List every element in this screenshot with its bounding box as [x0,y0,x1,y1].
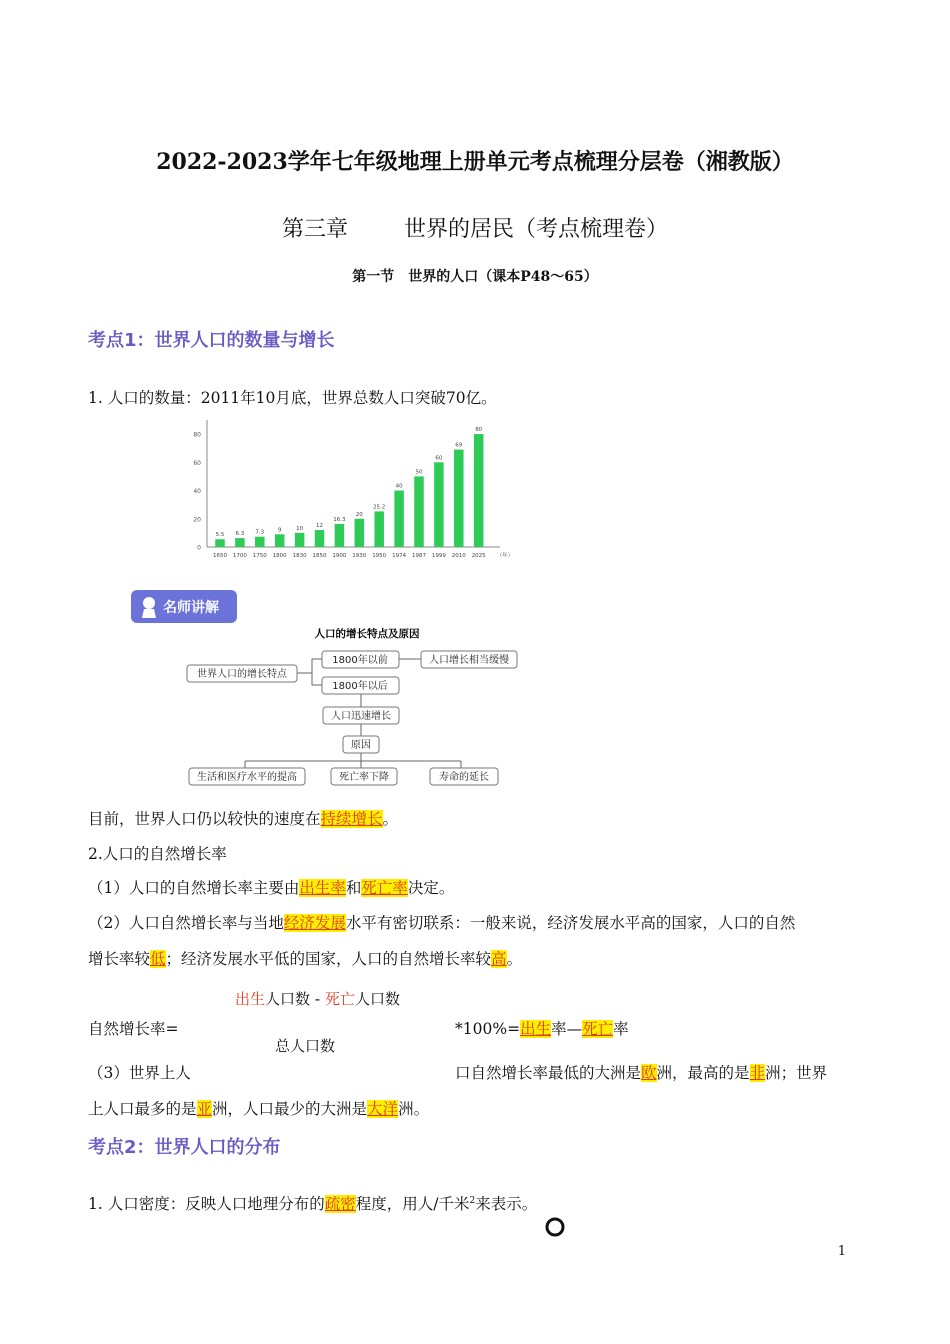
kp2-heading: 考点2：世界人口的分布 [88,1137,281,1158]
data-label: 7.3 [255,529,265,536]
y-tick-label: 20 [193,516,201,524]
answer-highlight: 低 [150,950,166,968]
text: 。 [382,810,399,828]
bar [414,476,424,547]
text: ；经济发展水平低的国家，人口的自然增长率较 [165,950,492,968]
answer-highlight: 死亡 [582,1020,614,1038]
text: 洲；世界 [765,1064,828,1082]
x-tick-label: 1650 [213,553,227,559]
y-tick-label: 60 [193,459,201,467]
x-tick-label: 2010 [451,553,466,559]
bar [374,511,384,547]
data-label: 9 [277,527,282,534]
text: 程度，用人/千米 [355,1195,470,1213]
text: *100%= [455,1020,521,1038]
label-before-1800: 1800年以前 [332,655,388,666]
x-tick-label: 1850 [312,553,327,559]
label-living: 生活和医疗水平的提高 [197,772,297,783]
x-tick-label: 1930 [352,553,367,559]
label-death: 死亡率下降 [339,772,389,783]
para-s3-right [455,1061,827,1083]
text: 口自然增长率最低的大洲是 [455,1064,642,1082]
x-unit-label: （年） [496,553,514,559]
data-label: 60 [435,455,443,462]
population-chart [190,418,520,566]
text: 人口数 - [265,990,325,1008]
text: 洲。 [398,1100,430,1118]
formula-denominator: 总人口数 [275,1037,336,1055]
kp1-heading: 考点1：世界人口的数量与增长 [88,330,335,351]
x-tick-label: 1700 [232,553,247,559]
y-tick-label: 0 [197,544,201,552]
formula-rhs [455,1017,629,1039]
x-tick-label: 2025 [471,553,486,559]
text: 。 [506,950,523,968]
text: 死亡 [324,990,355,1008]
para-current [88,807,398,829]
bar [215,539,225,547]
data-label: 50 [415,469,423,476]
text: 洲，人口最少的大洲是 [212,1100,368,1118]
text: （1）人口的自然增长率主要由 [88,879,300,897]
answer-highlight: 大洋 [367,1100,399,1118]
y-tick-label: 40 [193,488,201,496]
chapter-name: 世界的居民（考点梳理卷） [404,217,669,242]
data-label: 6.3 [235,531,245,538]
bar [315,530,325,547]
formula-lhs: 自然增长率= [88,1020,179,1038]
x-tick-label: 1987 [412,553,426,559]
answer-highlight: 经济发展 [283,914,346,932]
x-tick-label: 1974 [392,553,407,559]
x-tick-label: 1800 [272,553,287,559]
text: 率— [551,1020,583,1038]
text: 上人口最多的是 [88,1100,197,1118]
chapter-label: 第三章 [281,217,348,242]
bar [474,434,484,547]
bar [434,462,444,547]
answer-highlight: 亚 [196,1100,213,1118]
answer-highlight: 欧 [641,1064,657,1082]
text: 和 [345,879,362,897]
data-label: 5.5 [215,532,225,539]
answer-highlight: 持续增长 [320,810,383,828]
text: 洲，最高的是 [656,1064,750,1082]
y-tick-label: 80 [193,431,201,439]
badge-label: 名师讲解 [163,600,219,616]
text: 水平有密切联系：一般来说，经济发展水平高的国家，人口的自然 [345,914,796,932]
text: 增长率较 [88,950,151,968]
data-label: 16.3 [333,516,346,523]
para-s2-line1 [88,911,795,933]
answer-highlight: 非 [749,1064,766,1082]
bar [394,491,404,547]
teacher-badge [131,590,237,623]
growth-diagram [185,625,525,787]
bar [235,538,245,547]
answer-highlight: 出生 [520,1020,552,1038]
item2-heading: 2.人口的自然增长率 [88,845,227,863]
x-tick-label: 1999 [431,553,446,559]
data-label: 12 [316,523,323,530]
answer-highlight: 疏密 [324,1195,356,1213]
text: （2）人口自然增长率与当地 [88,914,284,932]
bar [275,534,285,547]
label-rapid: 人口迅速增长 [331,711,391,722]
text: 率 [613,1020,629,1038]
para-s2-line2 [88,947,522,969]
label-after-1800: 1800年以后 [332,681,388,692]
text: 来表示。 [475,1195,538,1213]
kp1-item1: 1. 人口的数量：2011年10月底，世界总数人口突破70亿。 [88,389,497,407]
x-tick-label: 1950 [372,553,387,559]
answer-highlight: 出生率 [299,879,346,897]
x-tick-label: 1830 [292,553,307,559]
text: 决定。 [407,879,455,897]
person-icon [139,595,159,619]
superscript: 2 [469,1195,476,1206]
bar [454,450,464,547]
bar [355,519,365,547]
data-label: 40 [395,483,403,490]
chapter-title [0,212,950,243]
label-features: 世界人口的增长特点 [197,669,287,680]
data-label: 25.2 [373,504,386,511]
answer-highlight: 高 [491,950,507,968]
bar [255,537,264,547]
section-title: 第一节 世界的人口（课本P48～65） [352,269,598,285]
data-label: 69 [455,442,463,449]
data-label: 10 [296,525,304,532]
label-slow: 人口增长相当缓慢 [429,655,509,666]
text: 出生 [235,990,266,1008]
text: 人口数 [354,990,400,1008]
text: 目前，世界人口仍以较快的速度在 [88,810,321,828]
formula-numerator [235,988,400,1009]
text: 1. 人口密度：反映人口地理分布的 [88,1195,325,1213]
para-s1 [88,876,454,898]
data-label: 20 [355,511,363,518]
circle-mark-icon [544,1216,566,1238]
bar [295,533,305,547]
x-tick-label: 1750 [252,553,267,559]
x-tick-label: 1900 [332,553,347,559]
para-s3-left: （3）世界上人 [88,1064,191,1082]
bar [335,524,345,547]
page-title: 2022-2023学年七年级地理上册单元考点梳理分层卷（湘教版） [156,149,794,175]
kp2-item1 [88,1192,537,1214]
answer-highlight: 死亡率 [361,879,408,897]
label-life: 寿命的延长 [439,772,489,783]
para-s3-line2 [88,1097,429,1119]
data-label: 80 [475,427,483,434]
page-number: 1 [837,1244,846,1259]
label-reason: 原因 [351,740,371,751]
diagram-title: 人口的增长特点及原因 [314,628,420,640]
